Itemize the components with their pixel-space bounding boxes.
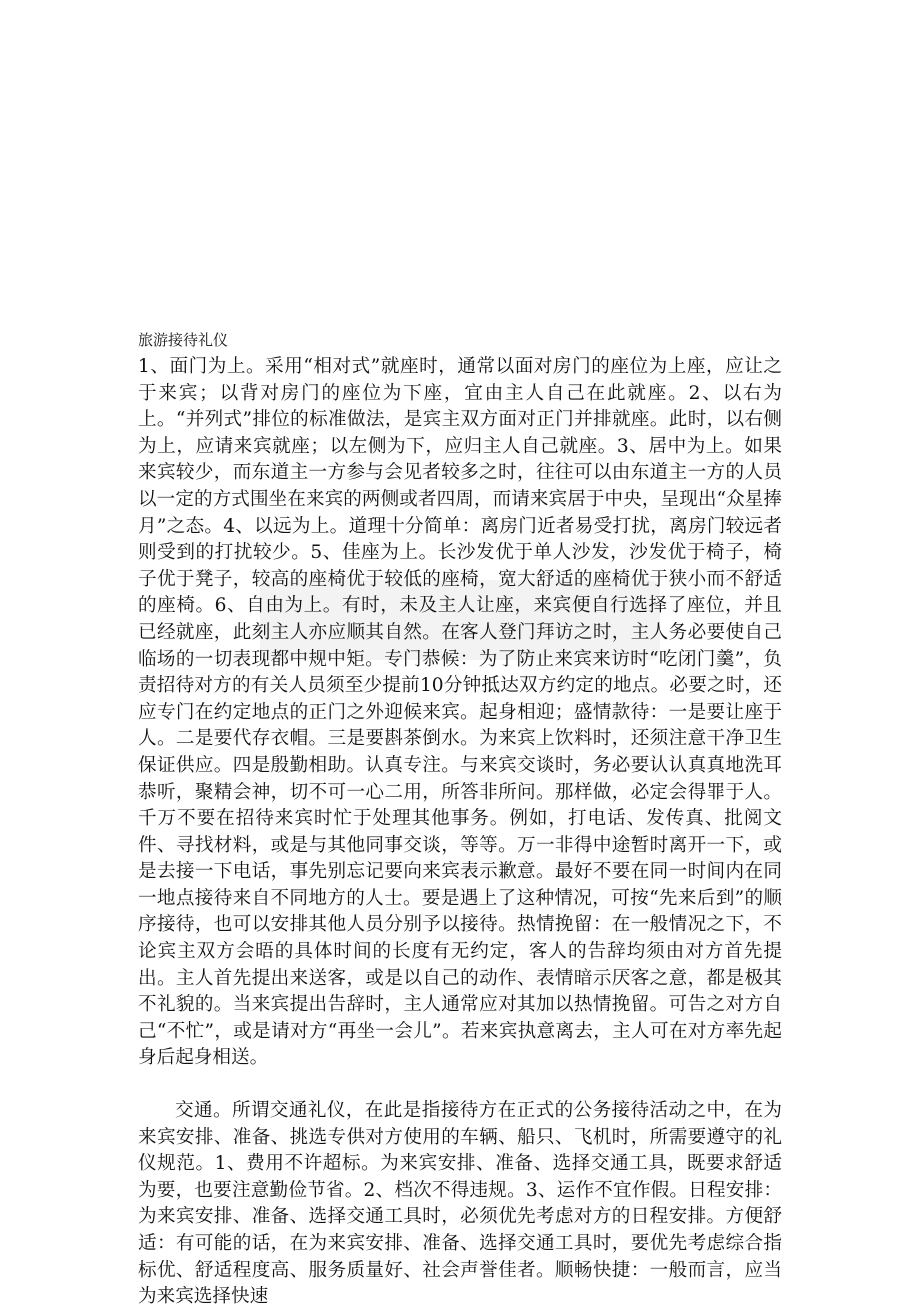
document-body — [138, 328, 782, 1311]
paragraph-transport: 交通。所谓交通礼仪，在此是指接待方在正式的公务接待活动之中，在为来宾安排、准备、挑选专供对方使用的车辆、船只、飞机时，所需要遵守的礼仪规范。1、费用不许超标。为来宾安排、准备、选择交通工具，既要求舒适为要，也要注意勤俭节省。2、档次不得违规。3、运作不宜作假。日程安排：为来宾安排、准备、选择交通工具时，必须优先考虑对方的日程安排。方便舒适：有可能的话，在为来宾安排、准备、选择交通工具时，要优先考虑综合指标优、舒适程度高、服务质量好、社会声誉佳者。顺畅快捷：一般而言，应当为来宾选择快速 — [138, 1100, 782, 1308]
paragraph-reception: 1、面门为上。采用“相对式”就座时，通常以面对房门的座位为上座，应让之于来宾；以背对房门的座位为下座，宜由主人自己在此就座。2、以右为上。“并列式”排位的标准做法，是宾主双方面对正门并排就座。此时，以右侧为上，应请来宾就座；以左侧为下，应归主人自己就座。3、居中为上。如果来宾较少，而东道主一方参与会见者较多之时，往往可以由东道主一方的人员以一定的方式围坐在来宾的两侧或者四周，而请来宾居于中央，呈现出“众星捧月”之态。4、以远为上。道理十分简单：离房门近者易受打扰，离房门较远者则受到的打扰较少。5、佳座为上。长沙发优于单人沙发，沙发优于椅子，椅子优于凳子，较高的座椅优于较低的座椅，宽大舒适的座椅优于狭小而不舒适的座椅。6、自由为上。有时，未及主人让座，来宾便自行选择了座位，并且已经就座，此刻主人亦应顺其自然。在客人登门拜访之时，主人务必要使自己临场的一切表现都中规中矩。专门恭候：为了防止来宾来访时“吃闭门羹”，负责招待对方的有关人员须至少提前10分钟抵达双方约定的地点。必要之时，还应专门在约定地点的正门之外迎候来宾。起身相迎；盛情款待：一是要让座于人。二是要代存衣帽。三是要斟茶倒水。为来宾上饮料时，还须注意干净卫生保证供应。四是殷勤相助。认真专注。与来宾交谈时，务必要认认真真地洗耳恭听，聚精会神，切不可一心二用，所答非所问。那样做，必定会得罪于人。千万不要在招待来宾时忙于处理其他事务。例如，打电话、发传真、批阅文件、寻找材料，或是与其他同事交谈，等等。万一非得中途暂时离开一下，或是去接一下电话，事先别忘记要向来宾表示歉意。最好不要在同一时间内在同一地点接待来自不同地方的人士。要是遇上了这种情况，可按“先来后到”的顺序接待，也可以安排其他人员分别予以接待。热情挽留：在一般情况之下，不论宾主双方会晤的具体时间的长度有无约定，客人的告辞均须由对方首先提出。主人首先提出来送客，或是以自己的动作、表情暗示厌客之意，都是极其不礼貌的。当来宾提出告辞时，主人通常应对其加以热情挽留。可告之对方自己“不忙”，或是请对方“再坐一会儿”。若来宾执意离去，主人可在对方率先起身后起身相送。 — [138, 356, 782, 1069]
document-title: 旅游接待礼仪 — [138, 331, 229, 349]
